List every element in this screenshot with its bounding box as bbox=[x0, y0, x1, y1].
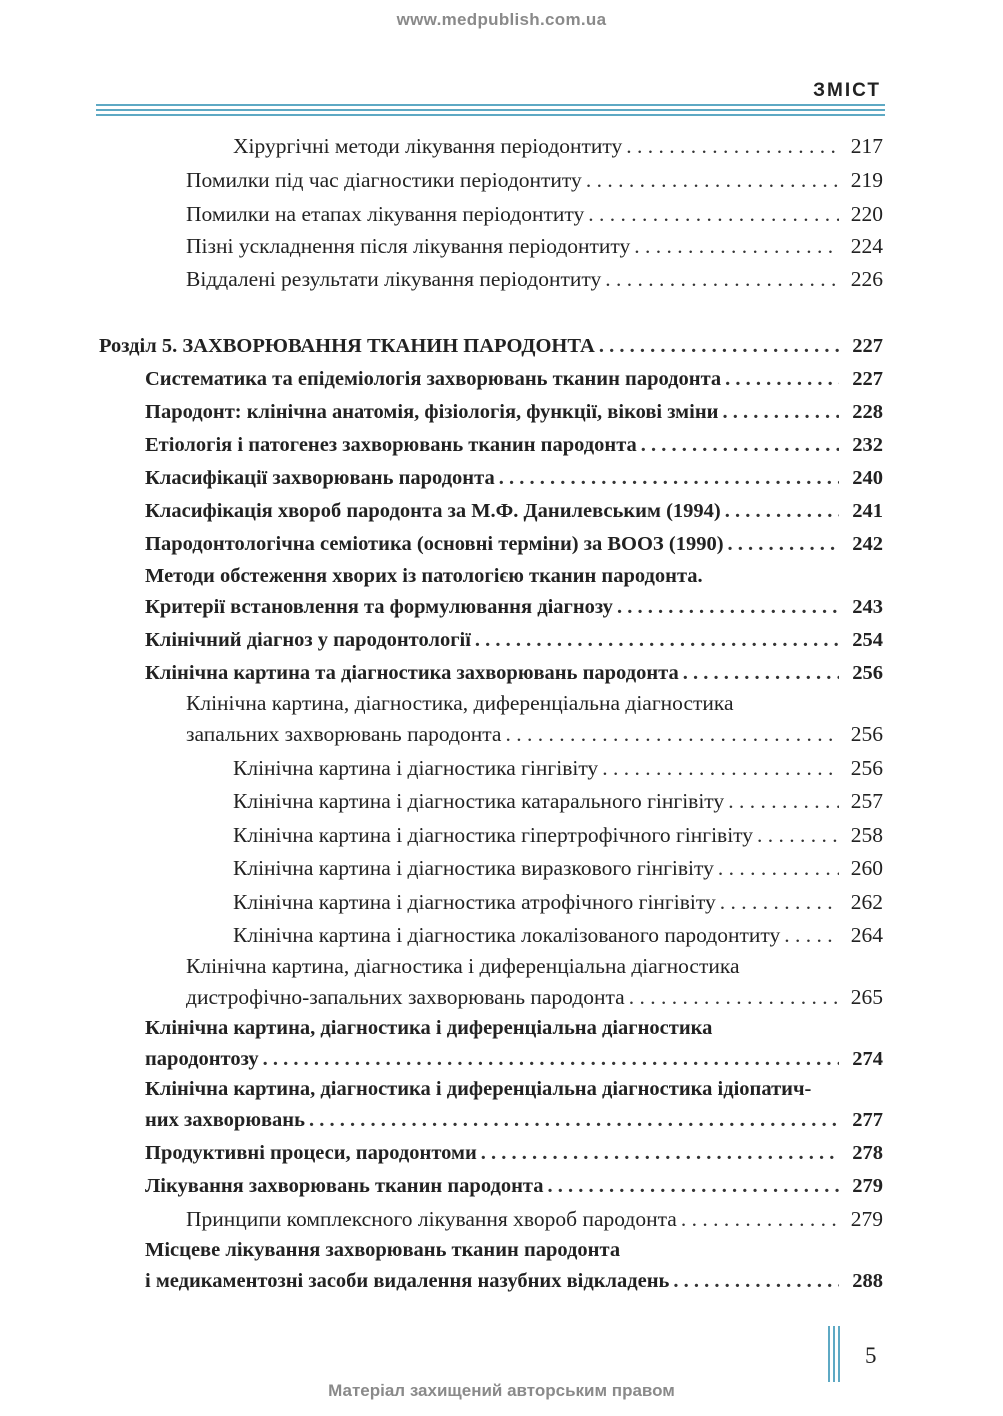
toc-entry-page: 279 bbox=[852, 1175, 883, 1197]
toc-entry-title: Клінічна картина і діагностика гінгівіту bbox=[233, 756, 599, 780]
dot-leader bbox=[617, 594, 839, 620]
toc-entry[interactable] bbox=[145, 1046, 883, 1072]
toc-entry[interactable] bbox=[233, 889, 883, 915]
toc-entry-title: Пародонт: клінічна анатомія, фізіологія, функції, вікові зміни bbox=[145, 401, 719, 423]
toc-entry[interactable] bbox=[233, 755, 883, 781]
toc-entry-title: пародонтозу bbox=[145, 1048, 259, 1070]
toc-entry[interactable] bbox=[233, 133, 883, 159]
toc-entry-title: Лікування захворювань тканин пародонта bbox=[145, 1175, 544, 1197]
toc-entry-first-line: Клінічна картина, діагностика і диференціальна діагностика ідіопатич- bbox=[145, 1078, 812, 1100]
toc-entry-title: запальних захворювань пародонта bbox=[186, 722, 502, 746]
toc-entry[interactable] bbox=[186, 984, 883, 1010]
toc-entry-page: 227 bbox=[852, 368, 883, 390]
toc-entry-page: 228 bbox=[852, 401, 883, 423]
toc-entry-title: Продуктивні процеси, пародонтоми bbox=[145, 1142, 477, 1164]
dot-leader bbox=[605, 266, 839, 292]
toc-entry[interactable] bbox=[233, 855, 883, 881]
toc-entry-title: Хірургічні методи лікування періодонтиту bbox=[233, 134, 623, 158]
dot-leader bbox=[725, 366, 839, 392]
dot-leader bbox=[634, 233, 839, 259]
toc-entry[interactable] bbox=[186, 721, 883, 747]
toc-entry-title: Віддалені результати лікування періодонтиту bbox=[186, 267, 602, 291]
toc-entry-page: 278 bbox=[852, 1142, 883, 1164]
toc-entry[interactable] bbox=[186, 1206, 883, 1232]
toc-entry-title: Класифікація хвороб пародонта за М.Ф. Данилевським (1994) bbox=[145, 500, 721, 522]
toc-entry[interactable] bbox=[186, 233, 883, 259]
dot-leader bbox=[586, 167, 839, 193]
toc-entry-first-line: Клінічна картина, діагностика і диференціальна діагностика bbox=[145, 1017, 713, 1039]
dot-leader bbox=[681, 1206, 839, 1232]
toc-entry[interactable] bbox=[145, 1268, 883, 1294]
section-title: ЗМІСТ bbox=[813, 80, 881, 101]
toc-chapter-entry[interactable] bbox=[99, 333, 883, 359]
toc-entry-title: дистрофічно-запальних захворювань пародонта bbox=[186, 985, 625, 1009]
toc-entry-first-line: Місцеве лікування захворювань тканин пародонта bbox=[145, 1239, 621, 1261]
toc-entry-page: 217 bbox=[850, 134, 883, 158]
dot-leader bbox=[309, 1107, 839, 1133]
toc-entry-title: Критерії встановлення та формулювання діагнозу bbox=[145, 596, 613, 618]
dot-leader bbox=[728, 531, 839, 557]
toc-entry-page: 256 bbox=[850, 722, 883, 746]
toc-entry-page: 242 bbox=[852, 533, 883, 555]
toc-entry[interactable] bbox=[145, 465, 883, 491]
toc-entry-first-line: Клінічна картина, діагностика, диференціальна діагностика bbox=[186, 691, 734, 715]
toc-entry-page: 241 bbox=[852, 500, 883, 522]
toc-entry-title: Принципи комплексного лікування хвороб пародонта bbox=[186, 1207, 677, 1231]
toc-entry-title: Клінічний діагноз у пародонтології bbox=[145, 629, 471, 651]
toc-entry[interactable] bbox=[145, 1107, 883, 1133]
dot-leader bbox=[548, 1173, 840, 1199]
dot-leader bbox=[718, 855, 839, 881]
toc-entry-title: Помилки під час діагностики періодонтиту bbox=[186, 168, 582, 192]
toc-entry[interactable] bbox=[186, 201, 883, 227]
toc-entry[interactable] bbox=[145, 498, 883, 524]
toc-entry-title: Класифікації захворювань пародонта bbox=[145, 467, 495, 489]
toc-entry-first-line: Клінічна картина, діагностика і диференціальна діагностика bbox=[186, 954, 740, 978]
toc-entry-title: Клінічна картина і діагностика локалізованого пародонтиту bbox=[233, 923, 781, 947]
toc-entry[interactable] bbox=[186, 266, 883, 292]
copyright-notice: Матеріал захищений авторським правом bbox=[328, 1381, 675, 1400]
toc-entry-page: 227 bbox=[852, 335, 883, 357]
toc-entry[interactable] bbox=[145, 1173, 883, 1199]
toc-entry-title: Клінічна картина і діагностика гіпертрофічного гінгівіту bbox=[233, 823, 754, 847]
dot-leader bbox=[599, 333, 839, 359]
toc-entry-page: 256 bbox=[850, 756, 883, 780]
toc-entry[interactable] bbox=[233, 822, 883, 848]
toc-entry-title: Розділ 5. ЗАХВОРЮВАННЯ ТКАНИН ПАРОДОНТА bbox=[99, 335, 595, 357]
toc-entry[interactable] bbox=[145, 399, 883, 425]
toc-entry-page: 262 bbox=[850, 890, 883, 914]
toc-entry[interactable] bbox=[233, 788, 883, 814]
toc-entry-page: 279 bbox=[850, 1207, 883, 1231]
toc-entry-page: 274 bbox=[852, 1048, 883, 1070]
toc-entry-page: 224 bbox=[850, 234, 883, 258]
toc-entry-page: 220 bbox=[850, 202, 883, 226]
toc-entry-title: і медикаментозні засоби видалення назубних відкладень bbox=[145, 1270, 670, 1292]
page-number: 5 bbox=[865, 1343, 877, 1368]
dot-leader bbox=[728, 788, 839, 814]
toc-entry-page: 240 bbox=[852, 467, 883, 489]
toc-entry-title: Клінічна картина і діагностика катарального гінгівіту bbox=[233, 789, 725, 813]
toc-entry[interactable] bbox=[233, 922, 883, 948]
dot-leader bbox=[683, 660, 839, 686]
toc-entry[interactable] bbox=[145, 594, 883, 620]
dot-leader bbox=[725, 498, 839, 524]
toc-entry[interactable] bbox=[145, 1140, 883, 1166]
toc-entry-title: Клінічна картина та діагностика захворювань пародонта bbox=[145, 662, 679, 684]
toc-entry-title: Етіологія і патогенез захворювань тканин пародонта bbox=[145, 434, 637, 456]
toc-entry[interactable] bbox=[145, 627, 883, 653]
toc-entry[interactable] bbox=[145, 432, 883, 458]
dot-leader bbox=[602, 755, 839, 781]
toc-entry[interactable] bbox=[186, 167, 883, 193]
toc-entry-title: Пародонтологічна семіотика (основні терміни) за ВООЗ (1990) bbox=[145, 533, 724, 555]
header-rule-lines bbox=[96, 104, 885, 118]
toc-entry-first-line: Методи обстеження хворих із патологією тканин пародонта. bbox=[145, 565, 703, 587]
toc-entry-page: 277 bbox=[852, 1109, 883, 1131]
dot-leader bbox=[673, 1268, 839, 1294]
toc-entry-title: Клінічна картина і діагностика виразкового гінгівіту bbox=[233, 856, 714, 880]
page-number-rule-lines bbox=[828, 1326, 842, 1382]
toc-entry-title: Помилки на етапах лікування періодонтиту bbox=[186, 202, 585, 226]
dot-leader bbox=[499, 465, 839, 491]
toc-entry-page: 254 bbox=[852, 629, 883, 651]
toc-entry-title: Пізні ускладнення після лікування періодонтиту bbox=[186, 234, 631, 258]
toc-entry-title: них захворювань bbox=[145, 1109, 305, 1131]
toc-entry-page: 257 bbox=[850, 789, 883, 813]
dot-leader bbox=[588, 201, 839, 227]
dot-leader bbox=[722, 399, 839, 425]
dot-leader bbox=[784, 922, 839, 948]
dot-leader bbox=[263, 1046, 839, 1072]
toc-entry-page: 288 bbox=[852, 1270, 883, 1292]
dot-leader bbox=[626, 133, 839, 159]
toc-entry-page: 256 bbox=[852, 662, 883, 684]
toc-entry-page: 258 bbox=[850, 823, 883, 847]
toc-entry[interactable] bbox=[145, 366, 883, 392]
dot-leader bbox=[641, 432, 839, 458]
toc-entry-page: 243 bbox=[852, 596, 883, 618]
toc-entry-title: Систематика та епідеміологія захворювань тканин пародонта bbox=[145, 368, 722, 390]
toc-entry-page: 265 bbox=[850, 985, 883, 1009]
dot-leader bbox=[475, 627, 839, 653]
site-url: www.medpublish.com.ua bbox=[396, 10, 607, 29]
dot-leader bbox=[757, 822, 839, 848]
toc-entry[interactable] bbox=[145, 660, 883, 686]
dot-leader bbox=[481, 1140, 839, 1166]
toc-entry-page: 264 bbox=[850, 923, 883, 947]
dot-leader bbox=[629, 984, 839, 1010]
toc-entry-page: 232 bbox=[852, 434, 883, 456]
toc-entry-page: 219 bbox=[850, 168, 883, 192]
toc-entry-page: 260 bbox=[850, 856, 883, 880]
toc-entry[interactable] bbox=[145, 531, 883, 557]
toc-entry-page: 226 bbox=[850, 267, 883, 291]
toc-entry-title: Клінічна картина і діагностика атрофічного гінгівіту bbox=[233, 890, 716, 914]
dot-leader bbox=[720, 889, 839, 915]
dot-leader bbox=[505, 721, 839, 747]
